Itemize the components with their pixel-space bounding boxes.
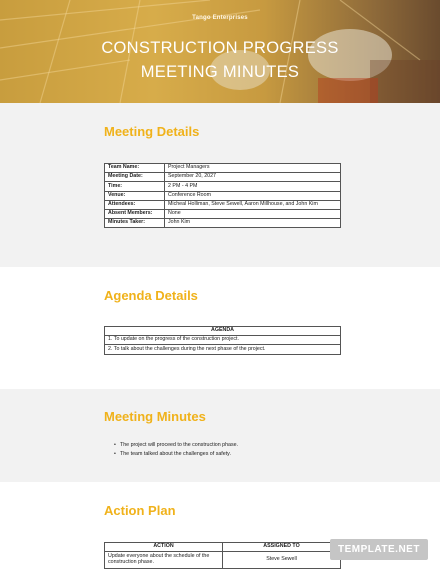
- header-banner: [0, 0, 440, 103]
- value-cell: September 20, 2027: [165, 173, 341, 182]
- label-cell: Venue:: [105, 191, 165, 200]
- table-row: [105, 209, 341, 218]
- company-name: Tango Enterprises: [192, 15, 248, 21]
- table-row: [105, 182, 341, 191]
- label-cell: Team Name:: [105, 164, 165, 173]
- title-line-2: MEETING MINUTES: [140, 63, 300, 81]
- label-cell: Attendees:: [105, 200, 165, 209]
- assigned-column-header: ASSIGNED TO: [223, 543, 341, 552]
- label-cell: Meeting Date:: [105, 173, 165, 182]
- value-cell: Conference Room: [165, 191, 341, 200]
- meeting-minutes-section: [0, 389, 440, 482]
- table-row: [105, 345, 341, 354]
- action-plan-heading: Action Plan: [104, 503, 176, 518]
- meeting-minutes-list: [114, 441, 238, 458]
- table-row: [105, 219, 341, 228]
- value-cell: Project Managers: [165, 164, 341, 173]
- value-cell: Micheal Holliman, Steve Sewell, Aaron Millhouse, and John Kim: [165, 200, 341, 209]
- agenda-column-header: AGENDA: [105, 327, 341, 336]
- label-cell: Minutes Taker:: [105, 219, 165, 228]
- list-item: • The project will proceed to the construction phase.: [114, 441, 238, 450]
- value-cell: 2 PM - 4 PM: [165, 182, 341, 191]
- table-header-row: [105, 327, 341, 336]
- meeting-details-section: [0, 103, 440, 267]
- table-row: [105, 552, 341, 569]
- agenda-details-section: [0, 267, 440, 389]
- action-plan-table: [104, 542, 341, 569]
- meeting-details-table: [104, 163, 341, 228]
- value-cell: None: [165, 209, 341, 218]
- agenda-item: 1. To update on the progress of the construction project.: [105, 336, 341, 345]
- table-row: [105, 191, 341, 200]
- agenda-item: 2. To talk about the challenges during the next phase of the project.: [105, 345, 341, 354]
- table-row: [105, 200, 341, 209]
- watermark-badge: TEMPLATE.NET: [330, 539, 428, 560]
- table-row: [105, 164, 341, 173]
- label-cell: Absent Members:: [105, 209, 165, 218]
- title-line-1: CONSTRUCTION PROGRESS: [101, 39, 339, 57]
- action-cell: Update everyone about the schedule of the construction phase.: [105, 552, 223, 569]
- assigned-cell: Steve Sewell: [223, 552, 341, 569]
- action-column-header: ACTION: [105, 543, 223, 552]
- label-cell: Time:: [105, 182, 165, 191]
- meeting-details-heading: Meeting Details: [104, 124, 200, 139]
- value-cell: John Kim: [165, 219, 341, 228]
- meeting-minutes-heading: Meeting Minutes: [104, 409, 206, 424]
- page-title: [0, 36, 440, 84]
- agenda-details-heading: Agenda Details: [104, 288, 198, 303]
- agenda-table: [104, 326, 341, 355]
- table-header-row: [105, 543, 341, 552]
- list-item: • The team talked about the challenges of safety.: [114, 450, 238, 459]
- table-row: [105, 336, 341, 345]
- table-row: [105, 173, 341, 182]
